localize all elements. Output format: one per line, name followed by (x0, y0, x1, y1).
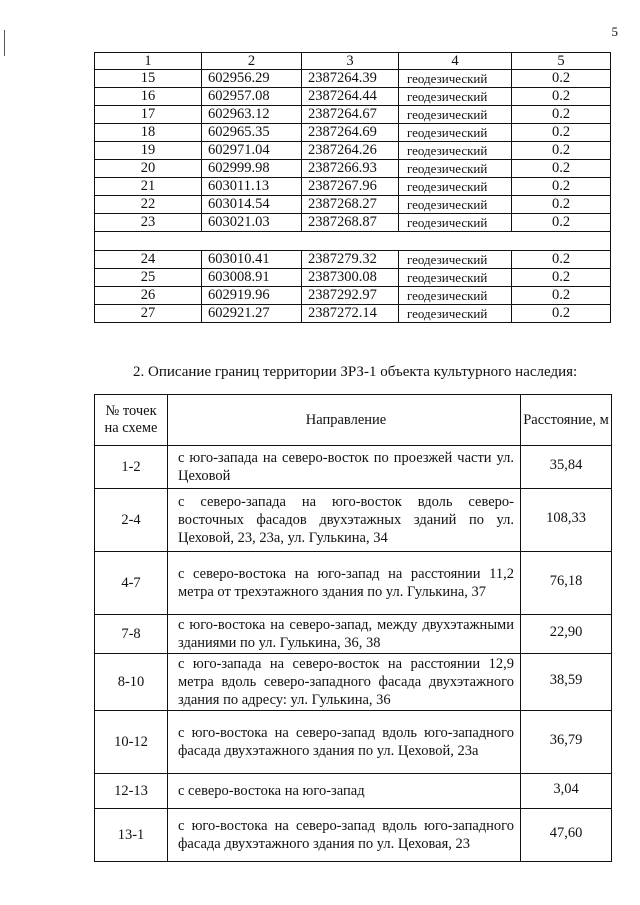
y-coordinate-cell: 2387268.87 (302, 214, 399, 232)
coordinates-row (95, 269, 611, 287)
y-coordinate-cell: 2387264.44 (302, 88, 399, 106)
x-coordinate-cell: 602999.98 (202, 160, 302, 178)
point-number-cell: 18 (95, 124, 202, 142)
boundary-points-cell: 7-8 (95, 615, 168, 654)
boundary-row (95, 552, 612, 615)
distance-column-header: Расстояние, м (521, 395, 612, 446)
method-cell: геодезический (399, 70, 512, 88)
y-coordinate-cell: 2387272.14 (302, 305, 399, 323)
coordinates-header-cell: 5 (512, 53, 611, 70)
section-title: 2. Описание границ территории ЗРЗ-1 объекта культурного наследия: (133, 364, 578, 380)
method-cell: геодезический (399, 251, 512, 269)
boundary-direction-cell: с юго-востока на северо-запад вдоль юго-западного фасада двухэтажного здания по ул. Цеховая, 23 (168, 809, 521, 862)
point-number-cell: 15 (95, 70, 202, 88)
boundary-distance-cell: 22,90 (521, 615, 612, 654)
point-number-cell: 20 (95, 160, 202, 178)
boundary-points-cell: 12-13 (95, 774, 168, 809)
boundary-row (95, 809, 612, 862)
coordinates-row (95, 214, 611, 232)
coordinates-row (95, 178, 611, 196)
boundary-direction-cell: с северо-востока на юго-запад (168, 774, 521, 809)
y-coordinate-cell: 2387279.32 (302, 251, 399, 269)
boundary-row (95, 489, 612, 552)
method-cell: геодезический (399, 142, 512, 160)
coordinates-row (95, 70, 611, 88)
point-number-cell: 27 (95, 305, 202, 323)
error-cell: 0.2 (512, 305, 611, 323)
point-number-cell: 26 (95, 287, 202, 305)
x-coordinate-cell: 603010.41 (202, 251, 302, 269)
boundary-distance-cell: 3,04 (521, 774, 612, 809)
coordinates-header-cell: 3 (302, 53, 399, 70)
x-coordinate-cell: 602956.29 (202, 70, 302, 88)
coordinates-row (95, 196, 611, 214)
coordinates-row (95, 142, 611, 160)
boundary-points-cell: 4-7 (95, 552, 168, 615)
x-coordinate-cell: 603008.91 (202, 269, 302, 287)
point-number-cell: 23 (95, 214, 202, 232)
y-coordinate-cell: 2387267.96 (302, 178, 399, 196)
error-cell: 0.2 (512, 251, 611, 269)
method-cell: геодезический (399, 305, 512, 323)
x-coordinate-cell: 602963.12 (202, 106, 302, 124)
coordinates-row (95, 251, 611, 269)
error-cell: 0.2 (512, 160, 611, 178)
error-cell: 0.2 (512, 142, 611, 160)
coordinates-row (95, 160, 611, 178)
coordinates-table-body (95, 53, 611, 323)
point-number-cell: 25 (95, 269, 202, 287)
x-coordinate-cell: 603014.54 (202, 196, 302, 214)
boundary-distance-cell: 38,59 (521, 654, 612, 711)
error-cell: 0.2 (512, 124, 611, 142)
error-cell: 0.2 (512, 106, 611, 124)
method-cell: геодезический (399, 287, 512, 305)
boundary-points-cell: 10-12 (95, 711, 168, 774)
boundary-points-cell: 1-2 (95, 446, 168, 489)
boundary-row (95, 774, 612, 809)
boundary-direction-cell: с юго-востока на северо-запад, между двухэтажными зданиями по ул. Гулькина, 36, 38 (168, 615, 521, 654)
y-coordinate-cell: 2387264.39 (302, 70, 399, 88)
x-coordinate-cell: 602965.35 (202, 124, 302, 142)
y-coordinate-cell: 2387264.69 (302, 124, 399, 142)
page-number: 5 (611, 24, 618, 39)
error-cell: 0.2 (512, 196, 611, 214)
error-cell: 0.2 (512, 88, 611, 106)
y-coordinate-cell: 2387264.67 (302, 106, 399, 124)
method-cell: геодезический (399, 214, 512, 232)
boundaries-table-body (95, 395, 612, 862)
boundary-direction-cell: с северо-востока на юго-запад на расстоянии 11,2 метра от трехэтажного здания по ул. Гулькина, 37 (168, 552, 521, 615)
point-number-cell: 24 (95, 251, 202, 269)
scan-edge-mark (4, 30, 5, 56)
method-cell: геодезический (399, 160, 512, 178)
coordinates-row (95, 124, 611, 142)
method-cell: геодезический (399, 196, 512, 214)
method-cell: геодезический (399, 269, 512, 287)
boundary-distance-cell: 36,79 (521, 711, 612, 774)
x-coordinate-cell: 602919.96 (202, 287, 302, 305)
boundary-points-cell: 13-1 (95, 809, 168, 862)
boundary-distance-cell: 35,84 (521, 446, 612, 489)
point-number-cell: 16 (95, 88, 202, 106)
boundary-row (95, 446, 612, 489)
boundary-direction-cell: с юго-востока на северо-запад вдоль юго-западного фасада двухэтажного здания по ул. Цеховой, 23а (168, 711, 521, 774)
y-coordinate-cell: 2387292.97 (302, 287, 399, 305)
boundaries-table (94, 394, 612, 862)
points-header-line1: № точек (105, 403, 157, 419)
coordinates-header-cell: 2 (202, 53, 302, 70)
boundaries-header-row (95, 395, 612, 446)
x-coordinate-cell: 602921.27 (202, 305, 302, 323)
boundary-row (95, 654, 612, 711)
y-coordinate-cell: 2387266.93 (302, 160, 399, 178)
boundary-direction-cell: с юго-запада на северо-восток по проезжей части ул. Цеховой (168, 446, 521, 489)
boundary-row (95, 615, 612, 654)
error-cell: 0.2 (512, 214, 611, 232)
x-coordinate-cell: 602957.08 (202, 88, 302, 106)
error-cell: 0.2 (512, 178, 611, 196)
point-number-cell: 17 (95, 106, 202, 124)
method-cell: геодезический (399, 178, 512, 196)
coordinates-table (94, 52, 611, 323)
contour-separator-row (95, 232, 611, 251)
x-coordinate-cell: 603011.13 (202, 178, 302, 196)
contour-separator-cell (95, 232, 611, 251)
error-cell: 0.2 (512, 70, 611, 88)
points-column-header (95, 395, 168, 446)
boundary-direction-cell: с юго-запада на северо-восток на расстоянии 12,9 метра вдоль северо-западного фасада двухэтажного здания по адресу: ул. Гулькина, 36 (168, 654, 521, 711)
boundary-points-cell: 2-4 (95, 489, 168, 552)
boundary-distance-cell: 47,60 (521, 809, 612, 862)
error-cell: 0.2 (512, 269, 611, 287)
coordinates-header-cell: 1 (95, 53, 202, 70)
direction-column-header: Направление (168, 395, 521, 446)
boundary-points-cell: 8-10 (95, 654, 168, 711)
points-header-line2: на схеме (104, 420, 158, 436)
y-coordinate-cell: 2387300.08 (302, 269, 399, 287)
method-cell: геодезический (399, 106, 512, 124)
boundary-distance-cell: 76,18 (521, 552, 612, 615)
coordinates-row (95, 106, 611, 124)
coordinates-header-cell: 4 (399, 53, 512, 70)
coordinates-row (95, 88, 611, 106)
point-number-cell: 22 (95, 196, 202, 214)
coordinates-header-row (95, 53, 611, 70)
point-number-cell: 19 (95, 142, 202, 160)
error-cell: 0.2 (512, 287, 611, 305)
coordinates-row (95, 287, 611, 305)
x-coordinate-cell: 602971.04 (202, 142, 302, 160)
y-coordinate-cell: 2387268.27 (302, 196, 399, 214)
y-coordinate-cell: 2387264.26 (302, 142, 399, 160)
method-cell: геодезический (399, 88, 512, 106)
method-cell: геодезический (399, 124, 512, 142)
boundary-row (95, 711, 612, 774)
boundary-distance-cell: 108,33 (521, 489, 612, 552)
coordinates-row (95, 305, 611, 323)
boundary-direction-cell: с северо-запада на юго-восток вдоль северо-восточных фасадов двухэтажных зданий по ул. Цеховой, 23, 23а, ул. Гулькина, 34 (168, 489, 521, 552)
point-number-cell: 21 (95, 178, 202, 196)
x-coordinate-cell: 603021.03 (202, 214, 302, 232)
